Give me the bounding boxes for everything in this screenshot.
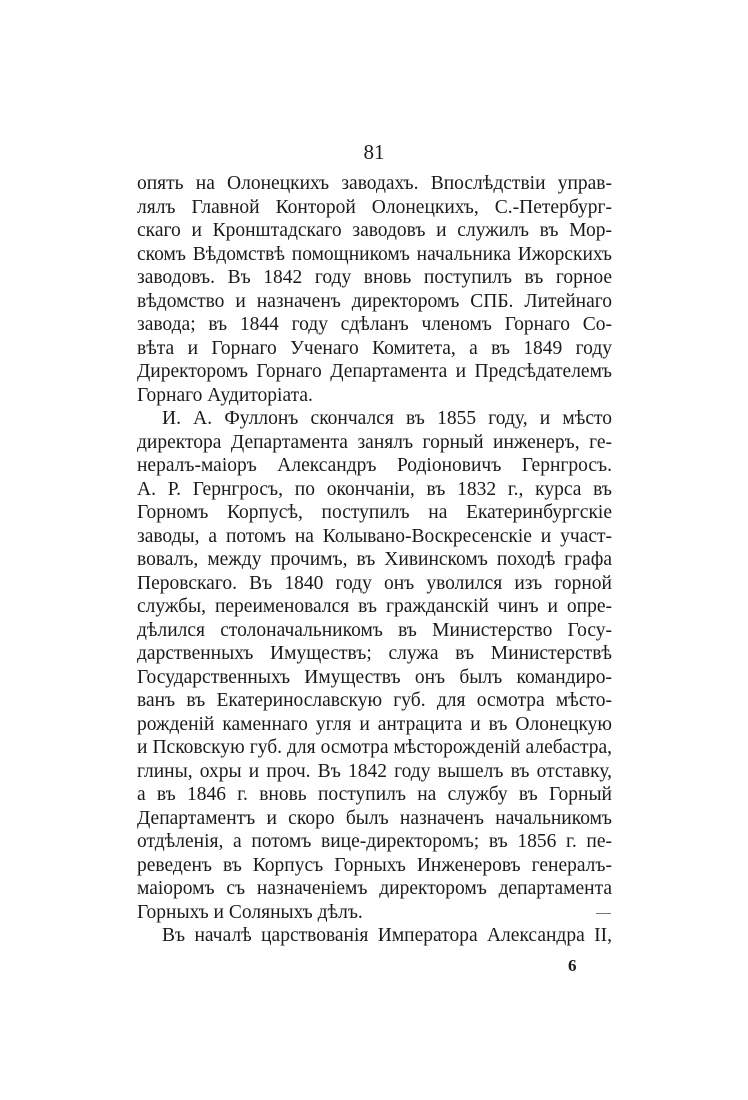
text-line: Въ началѣ царствованія Императора Александра II, [162,925,612,946]
text-line: службы, переименовался въ гражданскій чинъ и опре- [137,596,612,617]
margin-dash-mark [596,913,611,914]
text-line: маіоромъ съ назначеніемъ директоромъ департамента [137,878,612,899]
text-line: нералъ-маіоръ Александръ Родіоновичъ Гернгросъ. [137,455,612,476]
text-line: дарственныхъ Имуществъ; служа въ Министерствѣ [137,643,612,664]
text-line: рожденій каменнаго угля и антрацита и въ Олонецкую [137,713,612,735]
text-line: Государственныхъ Имуществъ онъ былъ командиро- [137,666,612,688]
body-text [137,172,612,948]
text-line: заводовъ. Въ 1842 году вновь поступилъ въ горное [137,267,612,288]
text-line: А. Р. Гернгросъ, по окончаніи, въ 1832 г., курса въ [137,478,612,500]
text-line: глины, охры и проч. Въ 1842 году вышелъ въ отставку, [137,760,612,782]
text-line: вѣта и Горнаго Ученаго Комитета, а въ 1849 году [137,337,612,359]
paragraph [137,407,612,924]
text-line: Горныхъ и Соляныхъ дѣлъ. [137,901,363,923]
text-line: и Псковскую губ. для осмотра мѣсторожденій алебастра, [137,737,612,758]
text-line: Горномъ Корпусѣ, поступилъ на Екатеринбургскіе [137,502,612,523]
text-line: ванъ въ Екатеринославскую губ. для осмотра мѣсто- [137,690,612,711]
text-line: отдѣленія, а потомъ вице-директоромъ; въ 1856 г. пе- [137,831,612,852]
text-line: И. А. Фуллонъ скончался въ 1855 году, и мѣсто [162,408,612,429]
text-line: Директоромъ Горнаго Департамента и Предсѣдателемъ [137,361,612,382]
text-line: а въ 1846 г. вновь поступилъ на службу въ Горный [137,784,612,805]
text-line: дѣлился столоначальникомъ въ Министерство Госу- [137,619,612,641]
paragraph [137,924,612,948]
text-line: директора Департамента занялъ горный инженеръ, ге- [137,431,612,453]
page-number: 81 [363,140,385,164]
text-line: Перовскаго. Въ 1840 году онъ уволился изъ горной [137,572,612,594]
text-line: Департаментъ и скоро былъ назначенъ начальникомъ [137,807,612,829]
signature-mark: 6 [568,956,577,975]
text-line: завода; въ 1844 году сдѣланъ членомъ Горнаго Со- [137,314,612,335]
text-line: вѣдомство и назначенъ директоромъ СПБ. Литейнаго [137,290,612,312]
text-line: скаго и Кронштадскаго заводовъ и служилъ въ Мор- [137,220,612,241]
text-line: заводы, а потомъ на Колывано-Воскресенскіе и участ- [137,525,612,547]
text-line: Горнаго Аудиторіата. [137,384,313,406]
text-line: лялъ Главной Конторой Олонецкихъ, С.-Петербург- [137,196,612,218]
text-line: вовалъ, между прочимъ, въ Хивинскомъ походѣ графа [137,549,612,570]
text-line: опять на Олонецкихъ заводахъ. Впослѣдствіи управ- [137,173,612,194]
text-line: реведенъ въ Корпусъ Горныхъ Инженеровъ генералъ- [137,854,612,876]
text-line: скомъ Вѣдомствѣ помощникомъ начальника Ижорскихъ [137,243,612,265]
paragraph [137,172,612,407]
